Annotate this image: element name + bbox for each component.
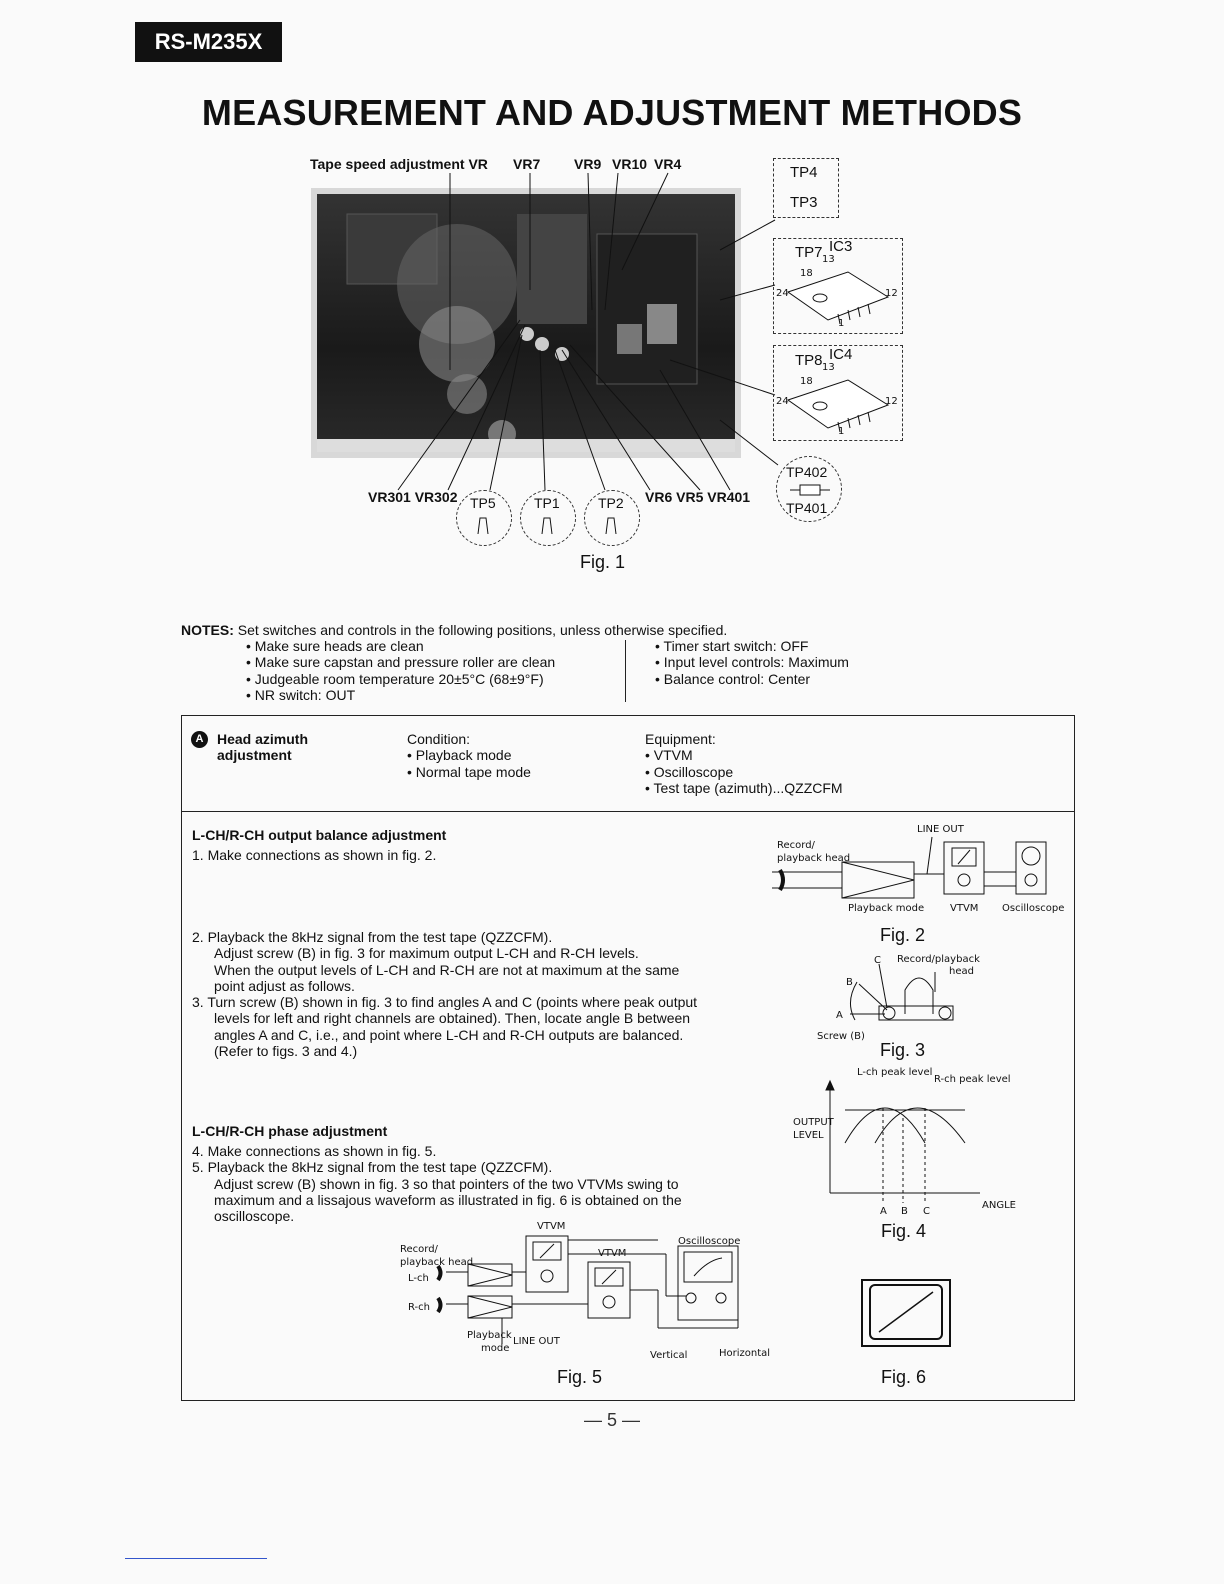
fig4-level: LEVEL [793, 1130, 824, 1141]
label-tp2: TP2 [598, 495, 624, 511]
notes-divider [625, 640, 626, 702]
fig4-caption: Fig. 4 [881, 1221, 927, 1241]
fig3-caption: Fig. 3 [880, 1040, 926, 1060]
fig5-mode: mode [481, 1343, 510, 1354]
fig5-playback: Playback [467, 1330, 512, 1341]
label-vr10: VR10 [612, 156, 648, 172]
label-vr6-vr5-vr401: VR6 VR5 VR401 [645, 489, 751, 505]
notes-left-list [246, 638, 555, 703]
fig6-caption: Fig. 6 [881, 1367, 927, 1387]
fig4-a: A [880, 1206, 887, 1217]
fig5-oscilloscope: Oscilloscope [678, 1236, 741, 1247]
notes-right-list [655, 638, 849, 687]
text-line: 5. Playback the 8kHz signal from the test tape (QZZCFM). [192, 1159, 553, 1176]
fig5-vtvm-top: VTVM [537, 1221, 566, 1232]
resistor-icon [790, 483, 830, 497]
condition-item: • Playback mode [407, 747, 512, 764]
label-tp4: TP4 [790, 164, 818, 181]
fig4-rch-peak: R-ch peak level [934, 1074, 1011, 1085]
equipment-block [645, 731, 843, 796]
label-ic3-pin18: 18 [800, 268, 813, 279]
fig5-rch: R-ch [408, 1302, 430, 1313]
footer-rule [125, 1558, 267, 1559]
label-tp3: TP3 [790, 194, 818, 211]
label-tp1: TP1 [534, 495, 560, 511]
page-title: MEASUREMENT AND ADJUSTMENT METHODS [201, 92, 1023, 133]
fig1-caption: Fig. 1 [580, 552, 626, 572]
phase-steps [192, 1143, 762, 1224]
section-a-title-1: Head azimuth [217, 731, 309, 747]
text-line: Adjust screw (B) in fig. 3 for maximum output L-CH and R-CH levels. [214, 945, 639, 962]
fig4-b: B [901, 1206, 908, 1217]
label-ic3-pin24: 24 [776, 288, 789, 299]
equipment-label: Equipment: [645, 731, 716, 747]
text-line: levels for left and right channels are obtained). Then, locate angle B between [214, 1010, 691, 1027]
note-item: • Timer start switch: OFF [655, 638, 809, 654]
label-ic4-pin18: 18 [800, 376, 813, 387]
label-vr4: VR4 [654, 156, 682, 172]
condition-item: • Normal tape mode [407, 763, 531, 780]
text-line: 2. Playback the 8kHz signal from the test tape (QZZCFM). [192, 929, 553, 945]
label-ic4: IC4 [829, 346, 853, 363]
label-tp402: TP402 [786, 464, 828, 480]
text-line: Adjust screw (B) shown in fig. 3 so that pointers of the two VTVMs swing to [214, 1175, 679, 1192]
notes [181, 622, 727, 639]
label-ic3: IC3 [829, 238, 853, 255]
fig2-caption: Fig. 2 [880, 925, 926, 945]
fig2-line-out: LINE OUT [917, 824, 964, 835]
text-line: 4. Make connections as shown in fig. 5. [192, 1143, 437, 1159]
fig3-screw: Screw (B) [817, 1031, 865, 1042]
fig3-a: A [836, 1010, 843, 1021]
fig4-c: C [923, 1206, 930, 1217]
fig4-angle: ANGLE [982, 1200, 1016, 1211]
fig3-c: C [874, 955, 881, 966]
label-ic4-pin12: 12 [885, 396, 898, 407]
fig5-lch: L-ch [408, 1273, 429, 1284]
equipment-item: • Test tape (azimuth)...QZZCFM [645, 779, 843, 796]
balance-step1: 1. Make connections as shown in fig. 2. [192, 847, 437, 863]
condition-block [407, 731, 531, 780]
text-line: angles A and C, i.e., and point where L-CH and R-CH outputs are balanced. [214, 1026, 684, 1043]
label-tp5: TP5 [470, 495, 496, 511]
note-item: • Make sure capstan and pressure roller are clean [246, 654, 556, 671]
fig3-head: head [949, 966, 974, 977]
label-ic4-pin13: 13 [822, 362, 835, 373]
label-tp7: TP7 [795, 244, 823, 261]
note-item: • Input level controls: Maximum [655, 654, 849, 671]
note-item: • Make sure heads are clean [246, 638, 424, 654]
label-vr9: VR9 [574, 156, 602, 172]
label-ic4-pin1: 1 [838, 426, 845, 437]
box-divider [181, 811, 1075, 812]
text-line: oscilloscope. [214, 1208, 295, 1225]
label-tape-speed-vr: Tape speed adjustment VR [310, 156, 488, 172]
fig3-record-playback: Record/playback [897, 954, 980, 965]
fig2-vtvm: VTVM [950, 903, 979, 914]
notes-heading: NOTES: [181, 622, 234, 638]
balance-step2 [192, 929, 762, 1059]
text-line: When the output levels of L-CH and R-CH are not at maximum at the same [214, 961, 680, 978]
fig3-b: B [846, 977, 853, 988]
note-item: • NR switch: OUT [246, 686, 356, 703]
equipment-item: • VTVM [645, 747, 693, 764]
fig2-oscilloscope: Oscilloscope [1002, 903, 1065, 914]
fig5-vertical: Vertical [650, 1350, 688, 1361]
balance-title: L-CH/R-CH output balance adjustment [192, 827, 447, 843]
fig2-playback-mode: Playback mode [848, 903, 925, 914]
label-tp8: TP8 [795, 352, 823, 369]
fig5-vtvm-mid: VTVM [598, 1248, 627, 1259]
label-ic3-pin12: 12 [885, 288, 898, 299]
test-point-pins-drawing [470, 512, 630, 536]
section-a-title-2: adjustment [217, 747, 292, 763]
fig3-drawing [835, 962, 965, 1032]
text-line: (Refer to figs. 3 and 4.) [214, 1043, 358, 1060]
fig5-line-out: LINE OUT [513, 1336, 560, 1347]
fig2-record: Record/ [777, 840, 815, 851]
fig5-playback-head: playback head [400, 1257, 474, 1268]
fig5-caption: Fig. 5 [557, 1367, 603, 1387]
section-a-badge: A [191, 731, 208, 748]
ic3-chip-drawing [778, 262, 896, 328]
page-number: — 5 — [583, 1410, 640, 1430]
note-item: • Judgeable room temperature 20±5°C (68±9°F) [246, 670, 544, 687]
label-vr301-vr302: VR301 VR302 [368, 489, 458, 505]
label-tp401: TP401 [786, 500, 828, 516]
text-line: 3. Turn screw (B) shown in fig. 3 to find angles A and C (points where peak output [192, 994, 698, 1011]
label-ic3-pin13: 13 [822, 254, 835, 265]
notes-intro: Set switches and controls in the following positions, unless otherwise specified. [237, 622, 728, 638]
label-ic3-pin1: 1 [838, 318, 845, 329]
fig6-lissajous-line [869, 1284, 943, 1340]
fig4-drawing [815, 1078, 985, 1208]
note-item: • Balance control: Center [655, 670, 811, 687]
equipment-item: • Oscilloscope [645, 763, 734, 780]
model-badge: RS-M235X [135, 22, 282, 62]
text-line: maximum and a lissajous waveform as illustrated in fig. 6 is obtained on the [214, 1191, 682, 1208]
fig2-drawing [772, 832, 1065, 914]
fig4-lch-peak: L-ch peak level [857, 1067, 933, 1078]
ic4-chip-drawing [778, 370, 896, 436]
fig5-record: Record/ [400, 1244, 438, 1255]
fig2-playback-head: playback head [777, 853, 851, 864]
fig4-output: OUTPUT [793, 1117, 834, 1128]
condition-label: Condition: [407, 731, 471, 747]
fig5-drawing [398, 1234, 768, 1354]
label-vr7: VR7 [513, 156, 541, 172]
phase-title: L-CH/R-CH phase adjustment [192, 1123, 388, 1139]
fig5-horizontal: Horizontal [719, 1348, 771, 1359]
label-ic4-pin24: 24 [776, 396, 789, 407]
text-line: point adjust as follows. [214, 977, 355, 994]
